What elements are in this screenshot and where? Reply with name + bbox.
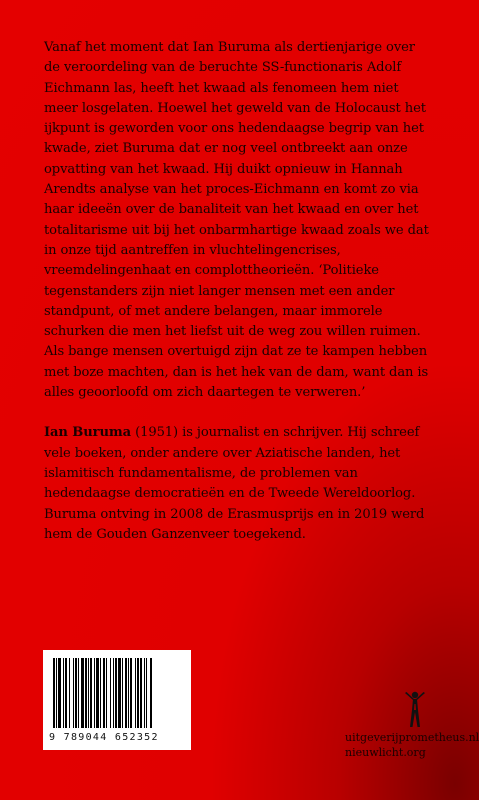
author-name: Ian Buruma xyxy=(44,425,132,441)
barcode-bars xyxy=(51,658,183,730)
publisher-url[interactable]: uitgeverijprometheus.nl xyxy=(345,731,479,744)
isbn-barcode xyxy=(43,650,191,750)
prometheus-figure-logo-icon xyxy=(402,690,428,730)
blurb-paragraph: Vanaf het moment dat Ian Buruma als dertienjarige over de veroordeling van de beruchte SS-functionaris Adolf Eichmann las, heeft het kwaad als fenomeen hem niet meer losgelaten. Hoewel het geweld van de Holocaust het ijkpunt is geworden voor ons hedendaagse begrip van het kwade, ziet Buruma dat er nog veel ontbreekt aan onze opvatting van het kwaad. Hij duikt opnieuw in Hannah Arendts analyse van het proces-Eichmann en komt zo via haar ideeën over de banaliteit van het kwaad en over het totalitarisme uit bij het onbarmhartige kwaad zoals we dat in onze tijd aantreffen in vluchtelingencrises, vreemdelingenhaat en complottheorieën. ‘Politieke tegenstanders zijn niet langer mensen met een ander standpunt, of met andere belangen, maar immorele schurken die men het liefst uit de weg zou willen ruimen. Als bange mensen overtuigd zijn dat ze te kampen hebben met boze machten, dan is het hek van de dam, want dan is alles geoorloofd om zich daartegen te verweren.’ xyxy=(44,40,429,401)
author-bio xyxy=(44,423,434,545)
back-cover-text xyxy=(44,38,434,545)
publisher-info xyxy=(345,730,479,760)
isbn-number: 9 789044 652352 xyxy=(49,732,159,743)
imprint-url[interactable]: nieuwlicht.org xyxy=(345,746,426,759)
author-bio-text: (1951) is journalist en schrijver. Hij schreef vele boeken, onder andere over Aziatische landen, het islamitisch fundamentalisme, de problemen van hedendaagse democratieën en de Tweede Wereldoorlog. Buruma ontving in 2008 de Erasmusprijs en in 2019 werd hem de Gouden Ganzenveer toegekend. xyxy=(44,425,425,542)
